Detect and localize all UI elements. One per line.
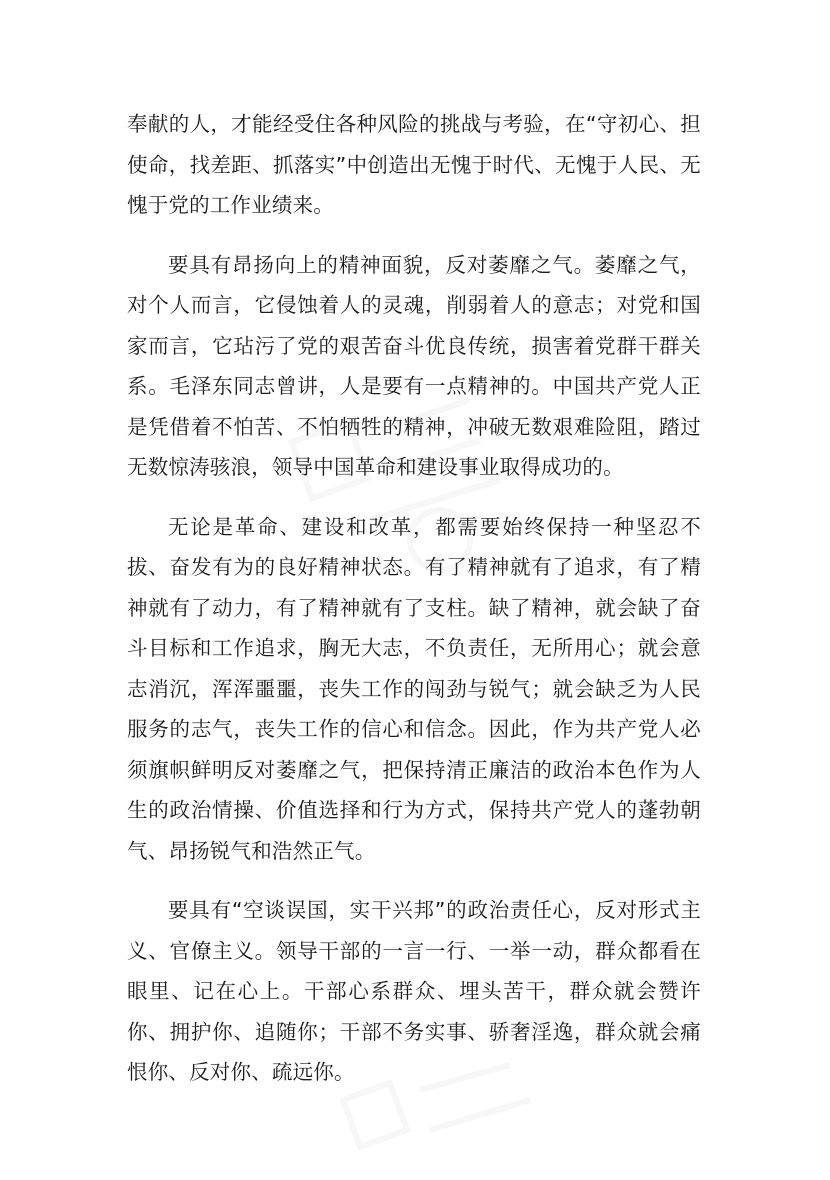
paragraph-1: 奉献的人，才能经受住各种风险的挑战与考验，在“守初心、担使命，找差距、抓落实”中创造出无愧于时代、无愧于人民、无愧于党的工作业绩来。 <box>127 112 701 217</box>
paragraph-3: 无论是革命、建设和改革，都需要始终保持一种坚忍不拔、奋发有为的良好精神状态。有了精神就有了追求，有了精神就有了动力，有了精神就有了支柱。缺了精神，就会缺了奋斗目标和工作追求，胸无大志，不负责任，无所用心；就会意志消沉，浑浑噩噩，丧失工作的闯劲与锐气；就会缺乏为人民服务的志气，丧失工作的信心和信念。因此，作为共产党人必须旗帜鲜明反对萎靡之气，把保持清正廉洁的政治本色作为人生的政治情操、价值选择和行为方式，保持共产党人的蓬勃朝气、昂扬锐气和浩然正气。 <box>127 514 701 863</box>
document-body <box>127 104 701 1112</box>
paragraph-2: 要具有昂扬向上的精神面貌，反对萎靡之气。萎靡之气，对个人而言，它侵蚀着人的灵魂，削弱着人的意志；对党和国家而言，它玷污了党的艰苦奋斗优良传统，损害着党群干群关系。毛泽东同志曾讲，人是要有一点精神的。中国共产党人正是凭借着不怕苦、不怕牺牲的精神，冲破无数艰难险阻，踏过无数惊涛骇浪，领导中国革命和建设事业取得成功的。 <box>127 252 701 479</box>
paragraph-4: 要具有“空谈误国，实干兴邦”的政治责任心，反对形式主义、官僚主义。领导干部的一言一行、一举一动，群众都看在眼里、记在心上。干部心系群众、埋头苦干，群众就会赞许你、拥护你、追随你；干部不务实事、骄奢淫逸，群众就会痛恨你、反对你、疏远你。 <box>127 898 701 1084</box>
